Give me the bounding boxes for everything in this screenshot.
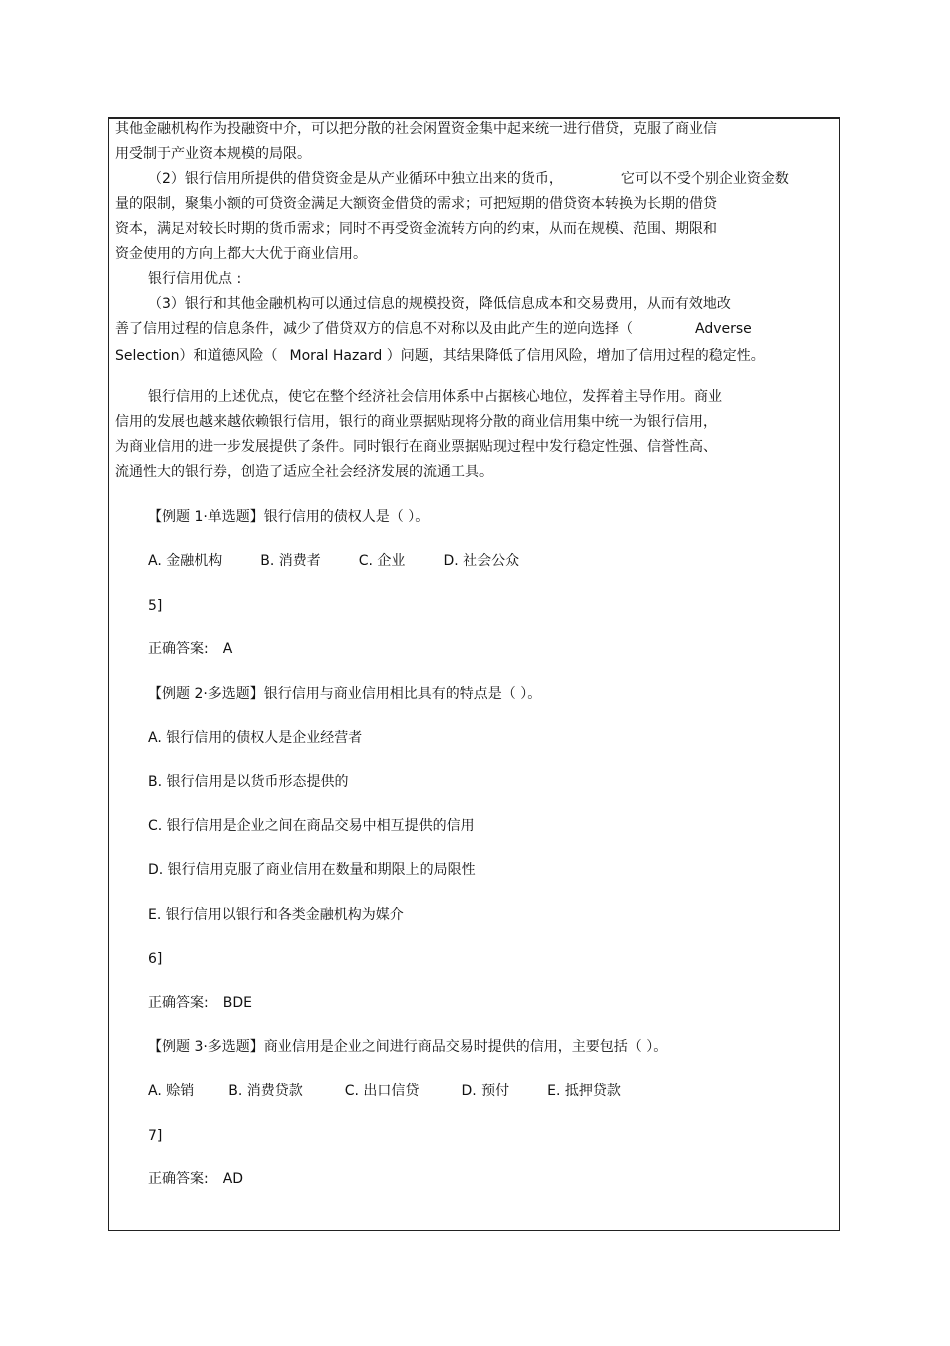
example-1-option-a: A. 金融机构 [148, 553, 223, 569]
example-3-option-e: E. 抵押贷款 [547, 1083, 621, 1099]
paragraph-3-line-3 [115, 347, 765, 365]
example-1-question: 【例题 1·单选题】银行信用的债权人是（ ）。 [148, 509, 430, 525]
example-3-question: 【例题 3·多选题】商业信用是企业之间进行商品交易时提供的信用，主要包括（ ）。 [148, 1039, 668, 1055]
example-1-option-c: C. 企业 [358, 553, 406, 569]
example-1-option-b: B. 消费者 [260, 553, 321, 569]
paragraph-4-line-1: 银行信用的上述优点，使它在整个经济社会信用体系中占据核心地位，发挥着主导作用。商业 [148, 389, 722, 405]
paragraph-1-line-1: 其他金融机构作为投融资中介，可以把分散的社会闲置资金集中起来统一进行借贷，克服了商业信 [115, 121, 717, 137]
example-3-option-c: C. 出口信贷 [344, 1083, 420, 1099]
paragraph-2-line-1-part-b: 它可以不受个别企业资金数 [620, 171, 789, 187]
example-3-option-b: B. 消费贷款 [228, 1083, 303, 1099]
example-3-answer [148, 1170, 243, 1188]
example-1-answer-label: 正确答案: [148, 641, 209, 657]
example-2-question: 【例题 2·多选题】银行信用与商业信用相比具有的特点是（ ）。 [148, 686, 542, 702]
paragraph-4-line-2: 信用的发展也越来越依赖银行信用，银行的商业票据贴现将分散的商业信用集中统一为银行信用， [115, 414, 717, 430]
example-2-number: 6] [148, 951, 163, 967]
paragraph-1-line-2: 用受制于产业资本规模的局限。 [115, 146, 311, 162]
example-2-option-d: D. 银行信用克服了商业信用在数量和期限上的局限性 [148, 862, 476, 878]
paragraph-3-line-3-part-a: Selection）和道德风险（ [115, 348, 278, 364]
paragraph-3-line-2 [115, 320, 752, 338]
example-2-answer-label: 正确答案: [148, 995, 209, 1011]
paragraph-2-line-3: 资本，满足对较长时期的货币需求；同时不再受资金流转方向的约束，从而在规模、范围、期限和 [115, 221, 717, 237]
paragraph-3-line-2-part-a: 善了信用过程的信息条件，减少了借贷双方的信息不对称以及由此产生的逆向选择（ [115, 321, 633, 337]
paragraph-4-line-3: 为商业信用的进一步发展提供了条件。同时银行在商业票据贴现过程中发行稳定性强、信誉性高、 [115, 439, 717, 455]
paragraph-3-line-2-term: Adverse [695, 321, 752, 337]
paragraph-3-line-3-part-b: Moral Hazard ）问题，其结果降低了信用风险，增加了信用过程的稳定性。 [289, 348, 765, 364]
example-2-option-b: B. 银行信用是以货币形态提供的 [148, 774, 349, 790]
advantages-heading: 银行信用优点 : [148, 271, 242, 287]
example-3-answer-value: AD [222, 1171, 244, 1187]
example-1-options [148, 552, 519, 570]
paragraph-2-line-1 [148, 170, 789, 188]
example-3-answer-label: 正确答案: [148, 1171, 209, 1187]
example-3-option-d: D. 预付 [461, 1083, 510, 1099]
example-2-answer-value: BDE [222, 995, 252, 1011]
paragraph-3-line-1: （3）银行和其他金融机构可以通过信息的规模投资，降低信息成本和交易费用，从而有效地改 [148, 296, 731, 312]
example-2-option-c: C. 银行信用是企业之间在商品交易中相互提供的信用 [148, 818, 475, 834]
example-1-answer-value: A [222, 641, 233, 657]
paragraph-2-line-1-part-a: （2）银行信用所提供的借贷资金是从产业循环中独立出来的货币， [148, 171, 563, 187]
example-3-options [148, 1082, 621, 1100]
example-3-number: 7] [148, 1128, 163, 1144]
example-1-answer [148, 640, 232, 658]
example-2-answer [148, 994, 252, 1012]
example-2-option-e: E. 银行信用以银行和各类金融机构为媒介 [148, 907, 404, 923]
paragraph-4-line-4: 流通性大的银行券，创造了适应全社会经济发展的流通工具。 [115, 464, 493, 480]
paragraph-2-line-4: 资金使用的方向上都大大优于商业信用。 [115, 246, 367, 262]
example-1-option-d: D. 社会公众 [443, 553, 520, 569]
example-2-option-a: A. 银行信用的债权人是企业经营者 [148, 730, 363, 746]
example-1-number: 5] [148, 598, 163, 614]
example-3-option-a: A. 赊销 [148, 1083, 195, 1099]
paragraph-2-line-2: 量的限制，聚集小额的可贷资金满足大额资金借贷的需求；可把短期的借贷资本转换为长期的借贷 [115, 196, 717, 212]
